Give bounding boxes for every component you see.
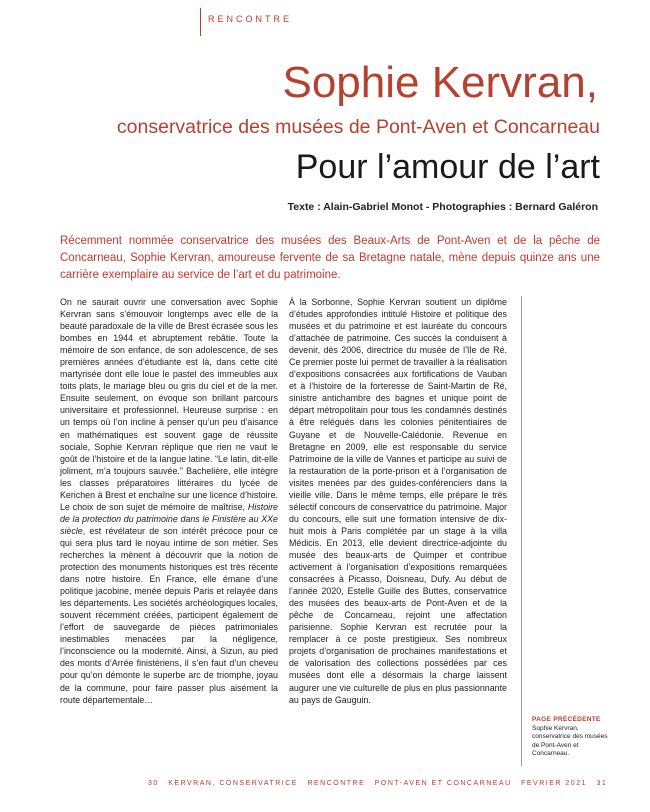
- footer-text: KERVRAN, CONSERVATRICE: [168, 780, 298, 787]
- article-name-title: Sophie Kervran,: [282, 58, 598, 107]
- text-column-right: [289, 296, 507, 706]
- caption-title: PAGE PRÉCÉDENTE: [532, 716, 601, 723]
- article-subtitle: conservatrice des musées de Pont-Aven et Concarneau: [116, 116, 600, 138]
- article-lead: Récemment nommée conservatrice des musées des Beaux-Arts de Pont-Aven et de la pêche de Concarneau, Sophie Kervran, amoureuse fervente de sa Bretagne natale, mène depuis quinze ans une carrière exemplaire au service de l’art et du patrimoine.: [60, 235, 600, 281]
- page-number-right: 31: [596, 780, 608, 787]
- article-credits: Texte : Alain-Gabriel Monot - Photographies : Bernard Galéron: [287, 201, 598, 213]
- section-rubric: RENCONTRE: [208, 14, 293, 24]
- footer-text: FÉVRIER 2021: [521, 780, 587, 787]
- body-text: On ne saurait ouvrir une conversation avec Sophie Kervran sans s’émouvoir longtemps avec elle de la beauté paradoxale de la ville de Brest écrasée sous les bombes en 1944 et abruptement rebâtie. Toute la mémoire de son enfance, de son adolescence, de ses premières années d’étudiante est là, dans cette cité martyrisée dont elle loue le pastel des immeubles aux toits plats, le mariage bleu ou gris du ciel et de la mer. Ensuite seulement, on évoque son brillant parcours universitaire et professionnel. Heureuse surprise : en un temps où l’on incline à penser qu’un peu d’aisance en mathématiques est souvent gage de réussite sociale, Sophie Kervran réplique que rien ne vaut le goût de l’histoire et de la langue latine. “Le latin, dit-elle joliment, m’a toujours sauvée.” Bachelière, elle intègre les classes préparatoires littéraires du lycée de Kerichen à Brest et enchaîne sur une licence d’histoire. Le choix de son sujet de mémoire de maîtrise,: [60, 297, 278, 512]
- text-column-left: [60, 296, 278, 706]
- rubric-divider: [200, 8, 201, 36]
- column-divider: [521, 296, 522, 766]
- article-headline: Pour l’amour de l’art: [295, 148, 600, 186]
- caption-text: Sophie Kervran, conservatrice des musées de Pont-Aven et Concarneau.: [532, 724, 608, 757]
- footer-text: RENCONTRE: [307, 780, 366, 787]
- page-footer: [148, 780, 628, 787]
- body-paragraph: [60, 296, 278, 706]
- page-number-left: 30: [148, 780, 159, 787]
- body-paragraph: À la Sorbonne, Sophie Kervran soutient un diplôme d’études approfondies intitulé Histoire et politique des musées et du patrimoine et est lauréate du concours d’attachée de patrimoine. Ces succès la conduisent à devenir, dès 2006, directrice du musée de l’île de Ré. Ce premier poste lui permet de travailler à la réalisation d’expositions consacrées aux fortifications de Vauban et à l’histoire de la forteresse de Saint-Martin de Ré, sinistre antichambre des bagnes et unique point de départ métropolitain pour tous les condamnés destinés à être relégués dans les colonies pénitentiaires de Guyane et de Nouvelle-Calédonie. Revenue en Bretagne en 2009, elle est responsable du service Patrimoine de la ville de Vannes et participe au suivi de la restauration de la porte-prison et à l’organisation de visites menées par des guides-conférenciers dans la vieille ville. Dans le même temps, elle prépare le très sélectif concours de conservatrice du patrimoine. Major du concours, elle suit une formation intensive de dix-huit mois à Paris complétée par un stage à la villa Médicis. En 2013, elle devient directrice-adjointe du musée des beaux-arts de Quimper et contribue activement à l’organisation d’expositions remarquées consacrées à Picasso, Doisneau, Dufy. Au début de l’année 2020, Estelle Guille des Buttes, conservatrice des musées des beaux-arts de Pont-Aven et de la pêche de Concarneau, rejoint une affectation parisienne. Sophie Kervran est recrutée pour la remplacer à ce poste prestigieux. Ses nombreux projets d’organisation de prochaines manifestations et de valorisation des collections possédées par ces musées dont elle a désormais la charge laissent augurer une vie culturelle de plus en plus passionnante au pays de Gauguin.: [289, 297, 507, 705]
- thesis-title: Histoire de la protection du patrimoine dans le Finistère au XXe siècle: [60, 501, 278, 536]
- photo-caption: [532, 716, 612, 759]
- body-text: , est révélateur de son intérêt précoce pour ce qui sera plus tard le noyau intime de son métier. Ses recherches la mènent à découvrir que la notion de protection des monuments historiques est très récente dans notre histoire. En France, elle émane d’une politique jacobine, menée depuis Paris et relayée dans les départements. Les sociétés archéologiques locales, souvent récemment créées, participent également de l’effort de sauvegarde de pièces patrimoniales inestimables menacées par la négligence, l’inconscience ou la modernité. Ainsi, à Sizun, au pied des monts d’Arrée finistériens, il s’en faut d’un cheveu pour qu’on démonte le superbe arc de triomphe, joyau de la commune, pour faire passer plus aisément la route départementale…: [60, 525, 278, 705]
- footer-text: PONT-AVEN ET CONCARNEAU: [374, 780, 512, 787]
